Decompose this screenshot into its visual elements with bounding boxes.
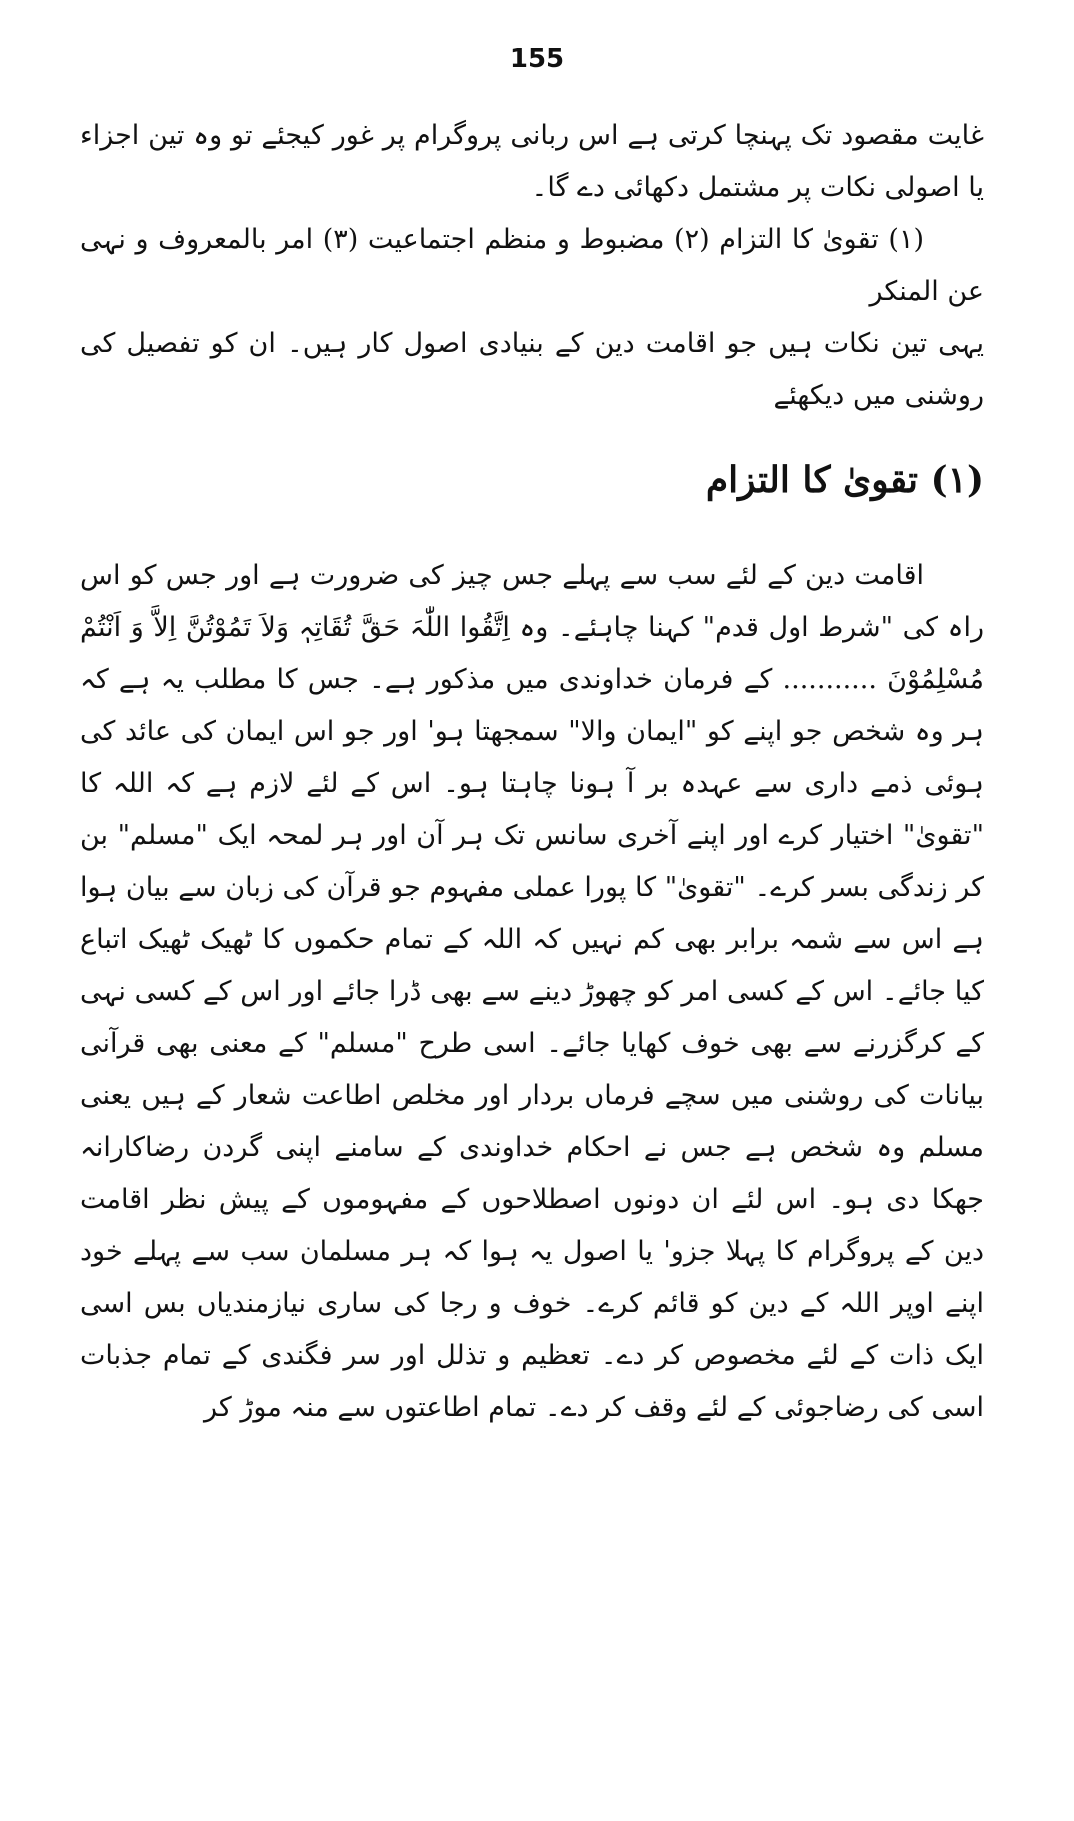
- intro-paragraph: غایت مقصود تک پہنچا کرتی ہے اس ربانی پروگرام پر غور کیجئے تو وہ تین اجزاء یا اصولی نکات پر مشتمل دکھائی دے گا۔: [80, 120, 984, 203]
- page-content: [80, 110, 984, 1434]
- points-paragraph: (۱) تقویٰ کا التزام (۲) مضبوط و منظم اجتماعیت (۳) امر بالمعروف و نہی عن المنکر: [80, 224, 984, 307]
- explain-paragraph: یہی تین نکات ہیں جو اقامت دین کے بنیادی اصول کار ہیں۔ ان کو تفصیل کی روشنی میں دیکھئے: [80, 328, 984, 411]
- section-heading: (۱) تقویٰ کا التزام: [705, 459, 984, 501]
- body-paragraph: اقامت دین کے لئے سب سے پہلے جس چیز کی ضرورت ہے اور جس کو اس راہ کی "شرط اول قدم" کہنا چاہئے۔ وہ اِتَّقُوا اللّٰہَ حَقَّ تُقَاتِہٖ وَلاَ تَمُوْتُنَّ اِلاَّ وَ اَنْتُمْ مُسْلِمُوْنَ ........... کے فرمان خداوندی میں مذکور ہے۔ جس کا مطلب یہ ہے کہ ہر وہ شخص جو اپنے کو "ایمان والا" سمجھتا ہو' اور جو اس ایمان کی عائد کی ہوئی ذمے داری سے عہدہ بر آ ہونا چاہتا ہو۔ اس کے لئے لازم ہے کہ اللہ کا "تقویٰ" اختیار کرے اور اپنے آخری سانس تک ہر آن اور ہر لمحہ ایک "مسلم" بن کر زندگی بسر کرے۔ "تقویٰ" کا پورا عملی مفہوم جو قرآن کی زبان سے بیان ہوا ہے اس سے شمہ برابر بھی کم نہیں کہ اللہ کے تمام حکموں کا ٹھیک ٹھیک اتباع کیا جائے۔ اس کے کسی امر کو چھوڑ دینے سے بھی ڈرا جائے اور اس کے کسی نہی کے کرگزرنے سے بھی خوف کھایا جائے۔ اسی طرح "مسلم" کے معنی بھی قرآنی بیانات کی روشنی میں سچے فرماں بردار اور مخلص اطاعت شعار کے ہیں یعنی مسلم وہ شخص ہے جس نے احکام خداوندی کے سامنے اپنی گردن رضاکارانہ جھکا دی ہو۔ اس لئے ان دونوں اصطلاحوں کے مفہوموں کے پیش نظر اقامت دین کے پروگرام کا پہلا جزو' یا اصول یہ ہوا کہ ہر مسلمان سب سے پہلے خود اپنے اوپر اللہ کے دین کو قائم کرے۔ خوف و رجا کی ساری نیازمندیاں بس اسی ایک ذات کے لئے مخصوص کر دے۔ تعظیم و تذلل اور سر فگندی کے تمام جذبات اسی کی رضاجوئی کے لئے وقف کر دے۔ تمام اطاعتوں سے منہ موڑ کر: [80, 560, 984, 1423]
- page-number: 155: [509, 44, 565, 74]
